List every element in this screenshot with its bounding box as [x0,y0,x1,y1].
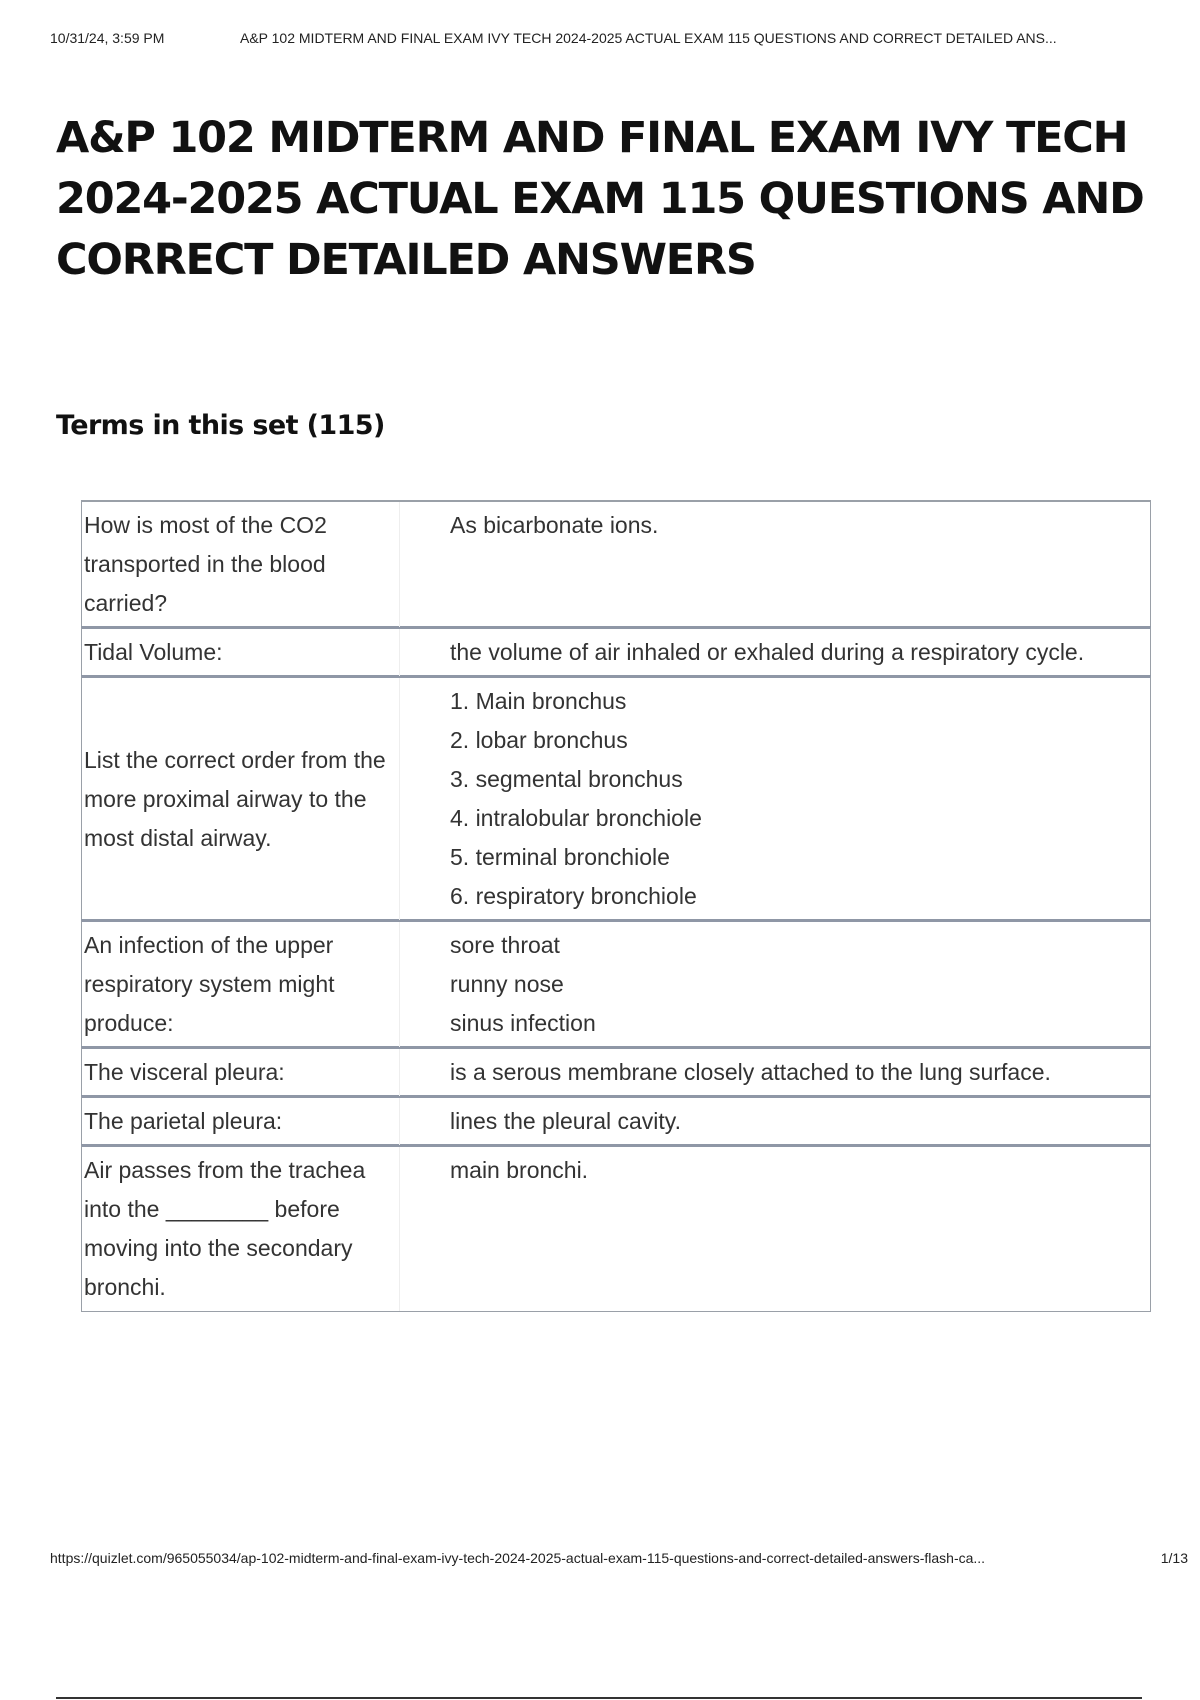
definition-line: 3. segmental bronchus [450,766,683,792]
print-footer [50,1550,1188,1566]
definition-line: runny nose [450,971,564,997]
print-doc-title: A&P 102 MIDTERM AND FINAL EXAM IVY TECH 2024-2025 ACTUAL EXAM 115 QUESTIONS AND CORRECT DETAILED ANS... [240,30,1057,46]
definition-line: sore throat [450,932,560,958]
definition-line: 6. respiratory bronchiole [450,883,697,909]
term-card[interactable] [81,626,1151,677]
definition-text [400,629,1150,676]
definition-line: As bicarbonate ions. [450,512,659,538]
definition-line: 1. Main bronchus [450,688,627,714]
definition-line: the volume of air inhaled or exhaled during a respiratory cycle. [450,639,1085,665]
page-title: A&P 102 MIDTERM AND FINAL EXAM IVY TECH 2024-2025 ACTUAL EXAM 115 QUESTIONS AND CORRECT DETAILED ANSWERS [56,113,1144,285]
term-text: Tidal Volume: [82,629,400,676]
definition-line: 2. lobar bronchus [450,727,628,753]
definition-text [400,502,1150,627]
term-card[interactable] [81,1144,1151,1312]
term-card[interactable] [81,500,1151,628]
definition-line: 4. intralobular bronchiole [450,805,702,831]
divider [56,1697,1142,1699]
terms-heading: Terms in this set (115) [56,410,385,441]
term-text: List the correct order from the more proximal airway to the most distal airway. [82,678,400,920]
definition-spacer [450,545,1130,623]
term-text: The visceral pleura: [82,1049,400,1096]
term-card[interactable] [81,1095,1151,1146]
term-card[interactable] [81,919,1151,1048]
term-card[interactable] [81,675,1151,921]
term-text: Air passes from the trachea into the ________ before moving into the secondary bronchi. [82,1147,400,1311]
definition-line: lines the pleural cavity. [450,1108,681,1134]
page-number: 1/13 [1160,1550,1188,1566]
print-url: https://quizlet.com/965055034/ap-102-midterm-and-final-exam-ivy-tech-2024-2025-actual-exam-115-questions-and-correct-detailed-answers-flash-ca... [50,1550,986,1566]
definition-line: 5. terminal bronchiole [450,844,670,870]
term-text: How is most of the CO2 transported in the blood carried? [82,502,400,627]
term-card[interactable] [81,1046,1151,1097]
definition-text [400,678,1150,920]
terms-list [81,500,1151,1312]
definition-line: sinus infection [450,1010,596,1036]
term-text: An infection of the upper respiratory system might produce: [82,922,400,1047]
term-text: The parietal pleura: [82,1098,400,1145]
definition-text [400,1098,1150,1145]
print-date: 10/31/24, 3:59 PM [50,30,165,46]
definition-line: main bronchi. [450,1157,589,1183]
definition-text [400,922,1150,1047]
definition-text [400,1049,1150,1096]
definition-line: is a serous membrane closely attached to the lung surface. [450,1059,1051,1085]
print-header [50,30,1182,50]
definition-text [400,1147,1150,1311]
